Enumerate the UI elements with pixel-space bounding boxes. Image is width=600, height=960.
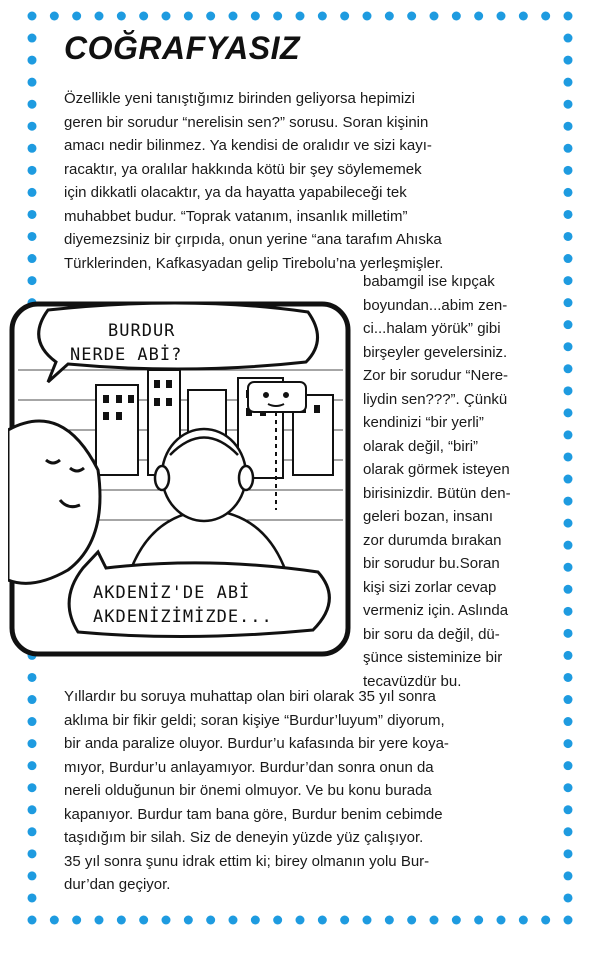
border-dot bbox=[497, 916, 506, 925]
border-dot bbox=[95, 12, 104, 21]
text-line: tecavüzdür bu. bbox=[363, 672, 462, 690]
border-dot bbox=[296, 12, 305, 21]
text-line: 35 yıl sonra şunu idrak ettim ki; birey olmanın yolu Bur- bbox=[64, 852, 430, 870]
border-dot bbox=[28, 717, 37, 726]
border-dot bbox=[564, 342, 573, 351]
border-dot bbox=[564, 276, 573, 285]
comic-illustration bbox=[8, 300, 353, 660]
text-line: kişi sizi zorlar cevap bbox=[363, 578, 497, 596]
border-dot bbox=[28, 144, 37, 153]
border-dot bbox=[564, 849, 573, 858]
text-line: şünce sisteminize bir bbox=[363, 649, 503, 666]
border-dot bbox=[385, 916, 394, 925]
text-line: için dikkatli olacaktır, ya da hayatta yapabileceği tek bbox=[64, 184, 407, 201]
border-dot bbox=[564, 232, 573, 241]
border-dot bbox=[564, 452, 573, 461]
border-dot bbox=[564, 607, 573, 616]
border-dot bbox=[28, 673, 37, 682]
border-dot bbox=[28, 893, 37, 902]
border-dot bbox=[184, 12, 193, 21]
border-dot bbox=[28, 276, 37, 285]
border-dot bbox=[564, 78, 573, 87]
border-dot bbox=[28, 210, 37, 219]
border-dot bbox=[541, 12, 550, 21]
border-dot bbox=[564, 254, 573, 263]
border-dot bbox=[273, 12, 282, 21]
text-line: ci...halam yörük” gibi bbox=[363, 320, 501, 337]
top-bubble-line: NERDE ABİ? bbox=[70, 345, 183, 365]
border-dot bbox=[407, 916, 416, 925]
border-dot bbox=[28, 827, 37, 836]
border-dot bbox=[452, 916, 461, 925]
border-dot bbox=[541, 916, 550, 925]
text-line: bir sorudur bu.Soran bbox=[363, 555, 500, 572]
border-dot bbox=[564, 871, 573, 880]
border-dot bbox=[28, 78, 37, 87]
border-dot bbox=[564, 475, 573, 484]
border-dot bbox=[430, 916, 439, 925]
border-dot bbox=[564, 893, 573, 902]
text-line: aklıma bir fikir geldi; soran kişiye “Burdur’luyum” diyorum, bbox=[64, 711, 445, 729]
border-dot bbox=[28, 783, 37, 792]
border-dot bbox=[318, 916, 327, 925]
border-dot bbox=[564, 430, 573, 439]
border-dot bbox=[564, 585, 573, 594]
border-dot bbox=[229, 12, 238, 21]
border-dot bbox=[474, 12, 483, 21]
border-dot bbox=[28, 695, 37, 704]
text-line: bir soru da değil, dü- bbox=[363, 625, 500, 643]
text-line: kapanıyor. Burdur tam bana göre, Burdur benim cebimde bbox=[64, 805, 443, 823]
border-dot bbox=[564, 100, 573, 109]
border-dot bbox=[564, 298, 573, 307]
border-dot bbox=[28, 166, 37, 175]
border-dot bbox=[28, 56, 37, 65]
border-dot bbox=[28, 871, 37, 880]
border-dot bbox=[50, 916, 59, 925]
border-dot bbox=[28, 188, 37, 197]
border-dot bbox=[28, 805, 37, 814]
border-dot bbox=[28, 739, 37, 748]
border-dot bbox=[564, 497, 573, 506]
border-dot bbox=[497, 12, 506, 21]
border-dot bbox=[162, 916, 171, 925]
article-title: COĞRAFYASIZ bbox=[64, 30, 301, 66]
border-dot bbox=[28, 12, 37, 21]
text-line: Özellikle yeni tanıştığımız birinden geliyorsa hepimizi bbox=[64, 90, 415, 107]
border-dot bbox=[318, 12, 327, 21]
border-dot bbox=[564, 761, 573, 770]
text-line: babamgil ise kıpçak bbox=[363, 273, 495, 290]
text-line: geleri bozan, insanı bbox=[363, 508, 494, 525]
border-dot bbox=[564, 563, 573, 572]
text-line: olarak değil, “biri” bbox=[363, 437, 479, 455]
text-line: amacı nedir bilinmez. Ya kendisi de oralıdır ve sizi kayı- bbox=[64, 137, 432, 154]
border-dot bbox=[564, 56, 573, 65]
border-dot bbox=[363, 12, 372, 21]
border-dot bbox=[385, 12, 394, 21]
border-dot bbox=[28, 122, 37, 131]
border-dot bbox=[72, 12, 81, 21]
border-dot bbox=[28, 100, 37, 109]
border-dot bbox=[564, 386, 573, 395]
border-dot bbox=[564, 783, 573, 792]
text-line: liydin sen???”. Çünkü bbox=[363, 390, 508, 408]
border-dot bbox=[564, 408, 573, 417]
border-dot bbox=[95, 916, 104, 925]
border-dot bbox=[452, 12, 461, 21]
border-dot bbox=[340, 916, 349, 925]
border-dot bbox=[28, 916, 37, 925]
text-line: mıyor, Burdur’u anlayamıyor. Burdur’dan sonra onun da bbox=[64, 758, 434, 776]
text-line: bir anda paralize oluyor. Burdur’u kafasında bir yere koya- bbox=[64, 735, 449, 752]
text-line: Türklerinden, Kafkasyadan gelip Tirebolu’na yerleşmişler. bbox=[64, 254, 444, 272]
bottom-bubble-line: AKDENİZİMİZDE... bbox=[93, 607, 273, 627]
border-dot bbox=[139, 916, 148, 925]
border-dot bbox=[564, 34, 573, 43]
border-dot bbox=[564, 166, 573, 175]
text-line: kendinizi “bir yerli” bbox=[363, 414, 484, 431]
border-dot bbox=[72, 916, 81, 925]
text-line: racaktır, ya oralılar hakkında kötü bir şey söylememek bbox=[64, 160, 422, 178]
border-dot bbox=[564, 717, 573, 726]
side-column-paragraph bbox=[363, 270, 563, 693]
border-dot bbox=[28, 761, 37, 770]
border-dot bbox=[564, 673, 573, 682]
border-dot bbox=[407, 12, 416, 21]
border-dot bbox=[251, 12, 260, 21]
border-dot bbox=[564, 320, 573, 329]
border-dot bbox=[139, 12, 148, 21]
text-line: vermeniz için. Aslında bbox=[363, 602, 509, 619]
text-line: birşeyler gevelersiniz. bbox=[363, 343, 508, 361]
border-dot bbox=[519, 916, 528, 925]
text-line: Zor bir sorudur “Nere- bbox=[363, 367, 509, 384]
top-bubble-line: BURDUR bbox=[108, 321, 176, 341]
border-dot bbox=[519, 12, 528, 21]
border-dot bbox=[564, 629, 573, 638]
border-dot bbox=[28, 849, 37, 858]
border-dot bbox=[273, 916, 282, 925]
border-dot bbox=[28, 254, 37, 263]
border-dot bbox=[474, 916, 483, 925]
border-dot bbox=[564, 651, 573, 660]
text-line: birisinizdir. Bütün den- bbox=[363, 484, 511, 502]
border-dot bbox=[564, 188, 573, 197]
border-dot bbox=[162, 12, 171, 21]
border-dot bbox=[564, 519, 573, 528]
text-line: geren bir sorudur “nerelisin sen?” sorusu. Soran kişinin bbox=[64, 113, 429, 131]
border-dot bbox=[564, 122, 573, 131]
border-dot bbox=[564, 827, 573, 836]
border-dot bbox=[28, 232, 37, 241]
border-dot bbox=[363, 916, 372, 925]
border-dot bbox=[430, 12, 439, 21]
text-line: dur’dan geçiyor. bbox=[64, 876, 171, 893]
text-line: taşıdığım bir silah. Siz de deneyin yüzde yüz çalışıyor. bbox=[64, 829, 424, 846]
text-line: muhabbet budur. “Toprak vatanım, insanlık milletim” bbox=[64, 207, 408, 225]
border-dot bbox=[50, 12, 59, 21]
border-dot bbox=[206, 12, 215, 21]
text-line: zor durumda bırakan bbox=[363, 531, 502, 549]
border-dot bbox=[296, 916, 305, 925]
border-dot bbox=[564, 916, 573, 925]
text-line: boyundan...abim zen- bbox=[363, 296, 508, 314]
border-dot bbox=[28, 34, 37, 43]
border-dot bbox=[564, 364, 573, 373]
border-dot bbox=[564, 12, 573, 21]
border-dot bbox=[564, 541, 573, 550]
text-line: olarak görmek isteyen bbox=[363, 461, 510, 478]
bottom-bubble-line: AKDENİZ'DE ABİ bbox=[93, 583, 251, 603]
text-line: diyemezsiniz bir çırpıda, onun yerine “ana tarafım Ahıska bbox=[64, 231, 442, 248]
border-dot bbox=[184, 916, 193, 925]
border-dot bbox=[117, 916, 126, 925]
border-dot bbox=[340, 12, 349, 21]
border-dot bbox=[206, 916, 215, 925]
closing-paragraph bbox=[64, 685, 564, 897]
text-line: Yıllardır bu soruya muhattap olan biri olarak 35 yıl sonra bbox=[64, 688, 436, 705]
border-dot bbox=[564, 805, 573, 814]
intro-paragraph bbox=[64, 87, 564, 275]
border-dot bbox=[564, 739, 573, 748]
border-dot bbox=[251, 916, 260, 925]
text-line: nereli olduğunun bir önemi olmuyor. Ve bu konu burada bbox=[64, 782, 432, 799]
border-dot bbox=[564, 210, 573, 219]
border-dot bbox=[229, 916, 238, 925]
border-dot bbox=[564, 695, 573, 704]
border-dot bbox=[564, 144, 573, 153]
border-dot bbox=[117, 12, 126, 21]
